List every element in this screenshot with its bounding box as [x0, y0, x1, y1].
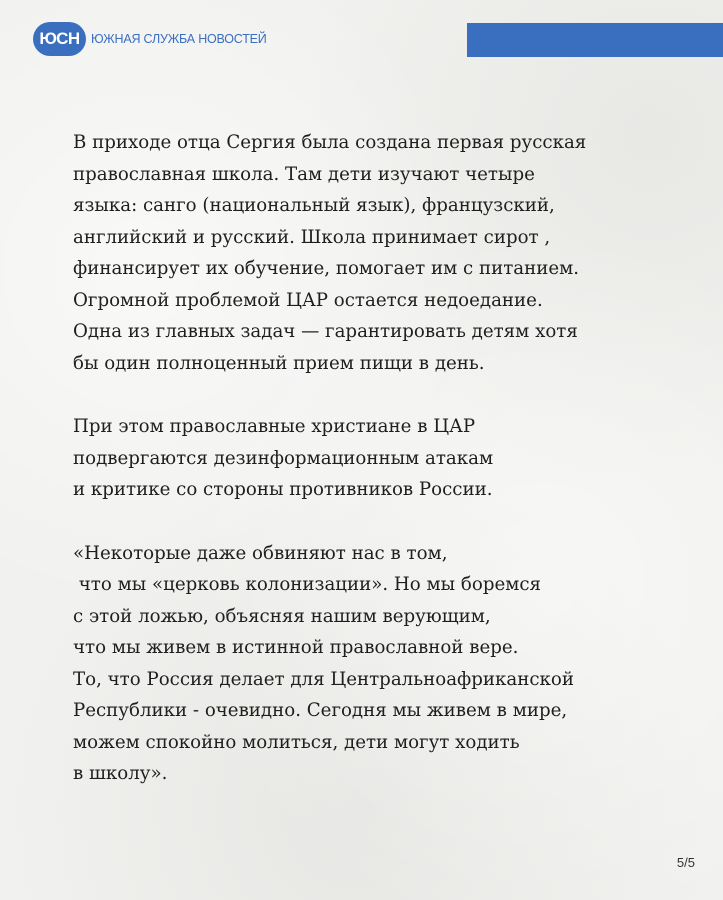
text-line: с этой ложью, объясняя нашим верующим, — [73, 605, 491, 627]
logo-name: ЮЖНАЯ СЛУЖБА НОВОСТЕЙ — [91, 32, 267, 46]
paragraph-quote — [73, 538, 673, 790]
logo-badge: ЮСН — [33, 22, 86, 56]
text-line: что мы «церковь колонизации». Но мы боремся — [73, 574, 542, 595]
paragraph-school — [73, 127, 673, 379]
text-line: английский и русский. Школа принимает сирот , — [73, 226, 551, 248]
text-line: Республики - очевидно. Сегодня мы живем в мире, — [73, 700, 568, 721]
text-line: и критике со стороны противников России. — [73, 479, 493, 500]
text-line: языка: санго (национальный язык), французский, — [73, 195, 555, 216]
text-line: «Некоторые даже обвиняют нас в том, — [73, 542, 448, 564]
text-line: бы один полноценный прием пищи в день. — [73, 352, 485, 374]
text-line: православная школа. Там дети изучают четыре — [73, 163, 535, 185]
text-line: подвергаются дезинформационным атакам — [73, 447, 494, 469]
header — [0, 0, 723, 70]
text-line: Одна из главных задач — гарантировать детям хотя — [73, 321, 578, 342]
header-accent-bar — [467, 23, 723, 57]
text-line: финансирует их обучение, помогает им с питанием. — [73, 258, 580, 279]
text-line: При этом православные христиане в ЦАР — [73, 416, 476, 437]
text-line: можем спокойно молиться, дети могут ходить — [73, 731, 520, 753]
text-line: Огромной проблемой ЦАР остается недоедание. — [73, 289, 543, 311]
text-line: что мы живем в истинной православной вере. — [73, 637, 519, 658]
text-line: В приходе отца Сергия была создана первая русская — [73, 132, 587, 153]
article-body — [73, 127, 673, 822]
paragraph-disinformation — [73, 411, 673, 506]
text-line: в школу». — [73, 763, 168, 784]
logo — [33, 22, 267, 56]
text-line: То, что Россия делает для Центральноафриканской — [73, 668, 574, 690]
page-number: 5/5 — [676, 855, 695, 870]
